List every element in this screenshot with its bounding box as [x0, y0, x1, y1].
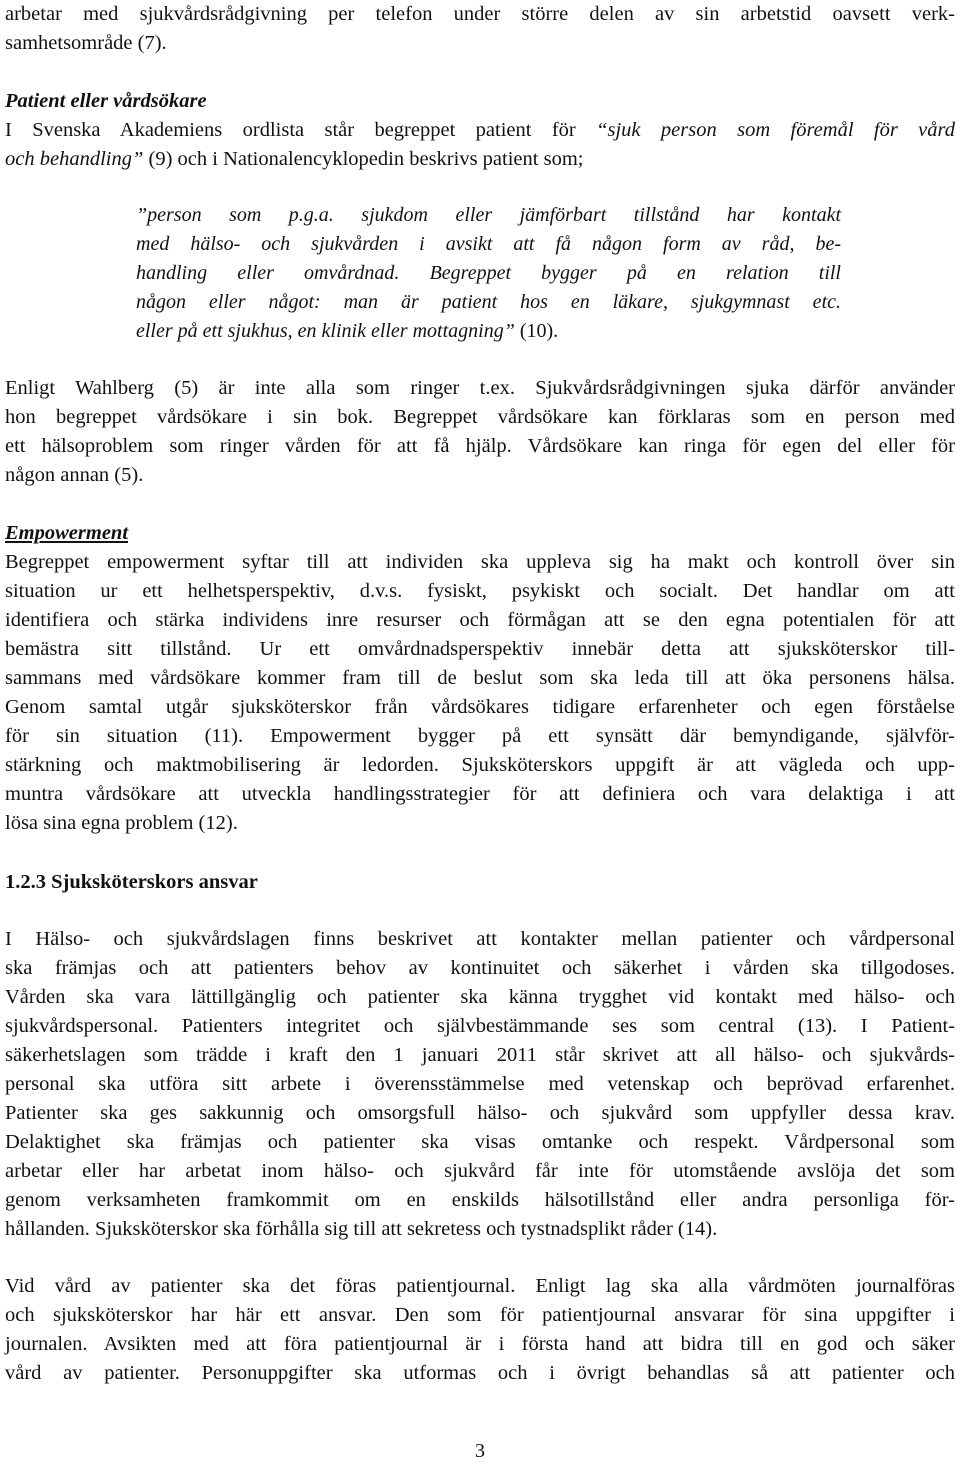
- section-heading-empowerment: Empowerment: [5, 522, 129, 544]
- block-quote-line: ”person som p.g.a. sjukdom eller jämförbart tillstånd har kontakt: [136, 204, 841, 226]
- paragraph-line: stärkning och maktmobilisering är ledorden. Sjuksköterskors uppgift är att vägleda och upp-: [5, 754, 955, 776]
- intro-line: samhetsområde (7).: [5, 32, 167, 54]
- paragraph-line: säkerhetslagen som trädde i kraft den 1 januari 2011 står skrivet att all hälso- och sjukvårds-: [5, 1044, 955, 1066]
- paragraph-line: [5, 145, 955, 174]
- paragraph-line: hon begreppet vårdsökare i sin bok. Begreppet vårdsökare kan förklaras som en person med: [5, 406, 955, 428]
- paragraph-line: vård av patienter. Personuppgifter ska utformas och i övrigt behandlas så att patienter och: [5, 1362, 955, 1384]
- page-number: 3: [475, 1440, 485, 1462]
- paragraph-line: genom verksamheten framkommit om en enskilds hälsotillstånd eller andra personliga för-: [5, 1189, 955, 1211]
- italic-span: och behandling”: [5, 148, 144, 170]
- paragraph-line: lösa sina egna problem (12).: [5, 812, 238, 834]
- paragraph-line: ska främjas och att patienters behov av kontinuitet och säkerhet i vården ska tillgodoses.: [5, 957, 955, 979]
- intro-line: arbetar med sjukvårdsrådgivning per telefon under större delen av sin arbetstid oavsett verk-: [5, 3, 955, 25]
- paragraph-line: sammans med vårdsökare kommer fram till de beslut som ska leda till att öka personens hälsa.: [5, 667, 955, 689]
- paragraph-line: någon annan (5).: [5, 464, 144, 486]
- block-quote-line: [136, 317, 841, 346]
- text-span: I Svenska Akademiens ordlista står begreppet patient för: [5, 119, 597, 141]
- paragraph-line: Patienter ska ges sakkunnig och omsorgsfull hälso- och sjukvård som uppfyller dessa krav.: [5, 1102, 955, 1124]
- paragraph-line: Vid vård av patienter ska det föras patientjournal. Enligt lag ska alla vårdmöten journalföras: [5, 1275, 955, 1297]
- paragraph-line: för sin situation (11). Empowerment bygger på ett synsätt där bemyndigande, självför-: [5, 725, 955, 747]
- paragraph-line: arbetar eller har arbetat inom hälso- och sjukvård får inte för utomstående avslöja det som: [5, 1160, 955, 1182]
- paragraph-line: Begreppet empowerment syftar till att individen ska uppleva sig ha makt och kontroll över sin: [5, 551, 955, 573]
- block-quote-line: med hälso- och sjukvården i avsikt att få någon form av råd, be-: [136, 233, 841, 255]
- paragraph-line: och sjuksköterskor har här ett ansvar. Den som för patientjournal ansvarar för sina uppgifter i: [5, 1304, 955, 1326]
- block-quote-line: handling eller omvårdnad. Begreppet bygger på en relation till: [136, 262, 841, 284]
- paragraph-line: Delaktighet ska främjas och patienter ska visas omtanke och respekt. Vårdpersonal som: [5, 1131, 955, 1153]
- paragraph-line: identifiera och stärka individens inre resurser och förmågan att se den egna potentialen för att: [5, 609, 955, 631]
- paragraph-line: [5, 116, 955, 145]
- paragraph-line: situation ur ett helhetsperspektiv, d.v.s. fysiskt, psykiskt och socialt. Det handlar om att: [5, 580, 955, 602]
- italic-span: “sjuk person som föremål för vård: [596, 119, 956, 141]
- paragraph-line: ett hälsoproblem som ringer vården för att få hjälp. Vårdsökare kan ringa för egen del eller för: [5, 435, 955, 457]
- block-quote-line: någon eller något: man är patient hos en läkare, sjukgymnast etc.: [136, 291, 841, 313]
- text-span: (10).: [514, 320, 559, 342]
- paragraph-line: Vården ska vara lättillgänglig och patienter ska känna trygghet vid kontakt med hälso- och: [5, 986, 955, 1008]
- section-heading-responsibility: 1.2.3 Sjuksköterskors ansvar: [5, 871, 258, 893]
- paragraph-line: hållanden. Sjuksköterskor ska förhålla sig till att sekretess och tystnadsplikt råder (14).: [5, 1218, 718, 1240]
- paragraph-line: sjukvårdspersonal. Patienters integritet och självbestämmande ses som central (13). I Patient-: [5, 1015, 955, 1037]
- paragraph-line: muntra vårdsökare att utveckla handlingsstrategier för att definiera och vara delaktiga i att: [5, 783, 955, 805]
- paragraph-line: bemästra sitt tillstånd. Ur ett omvårdnadsperspektiv innebär detta att sjuksköterskor till-: [5, 638, 955, 660]
- text-span: (9) och i Nationalencyklopedin beskrivs patient som;: [143, 148, 584, 170]
- section-heading-patient: Patient eller vårdsökare: [5, 90, 207, 112]
- italic-span: eller på ett sjukhus, en klinik eller mottagning”: [136, 320, 515, 342]
- paragraph-line: Genom samtal utgår sjuksköterskor från vårdsökares tidigare erfarenheter och egen förståelse: [5, 696, 955, 718]
- paragraph-line: journalen. Avsikten med att föra patientjournal är i första hand att bidra till en god och säker: [5, 1333, 955, 1355]
- paragraph-line: personal ska utföra sitt arbete i överensstämmelse med vetenskap och beprövad erfarenhet.: [5, 1073, 955, 1095]
- paragraph-line: Enligt Wahlberg (5) är inte alla som ringer t.ex. Sjukvårdsrådgivningen sjuka därför använder: [5, 377, 955, 399]
- paragraph-line: I Hälso- och sjukvårdslagen finns beskrivet att kontakter mellan patienter och vårdpersonal: [5, 928, 955, 950]
